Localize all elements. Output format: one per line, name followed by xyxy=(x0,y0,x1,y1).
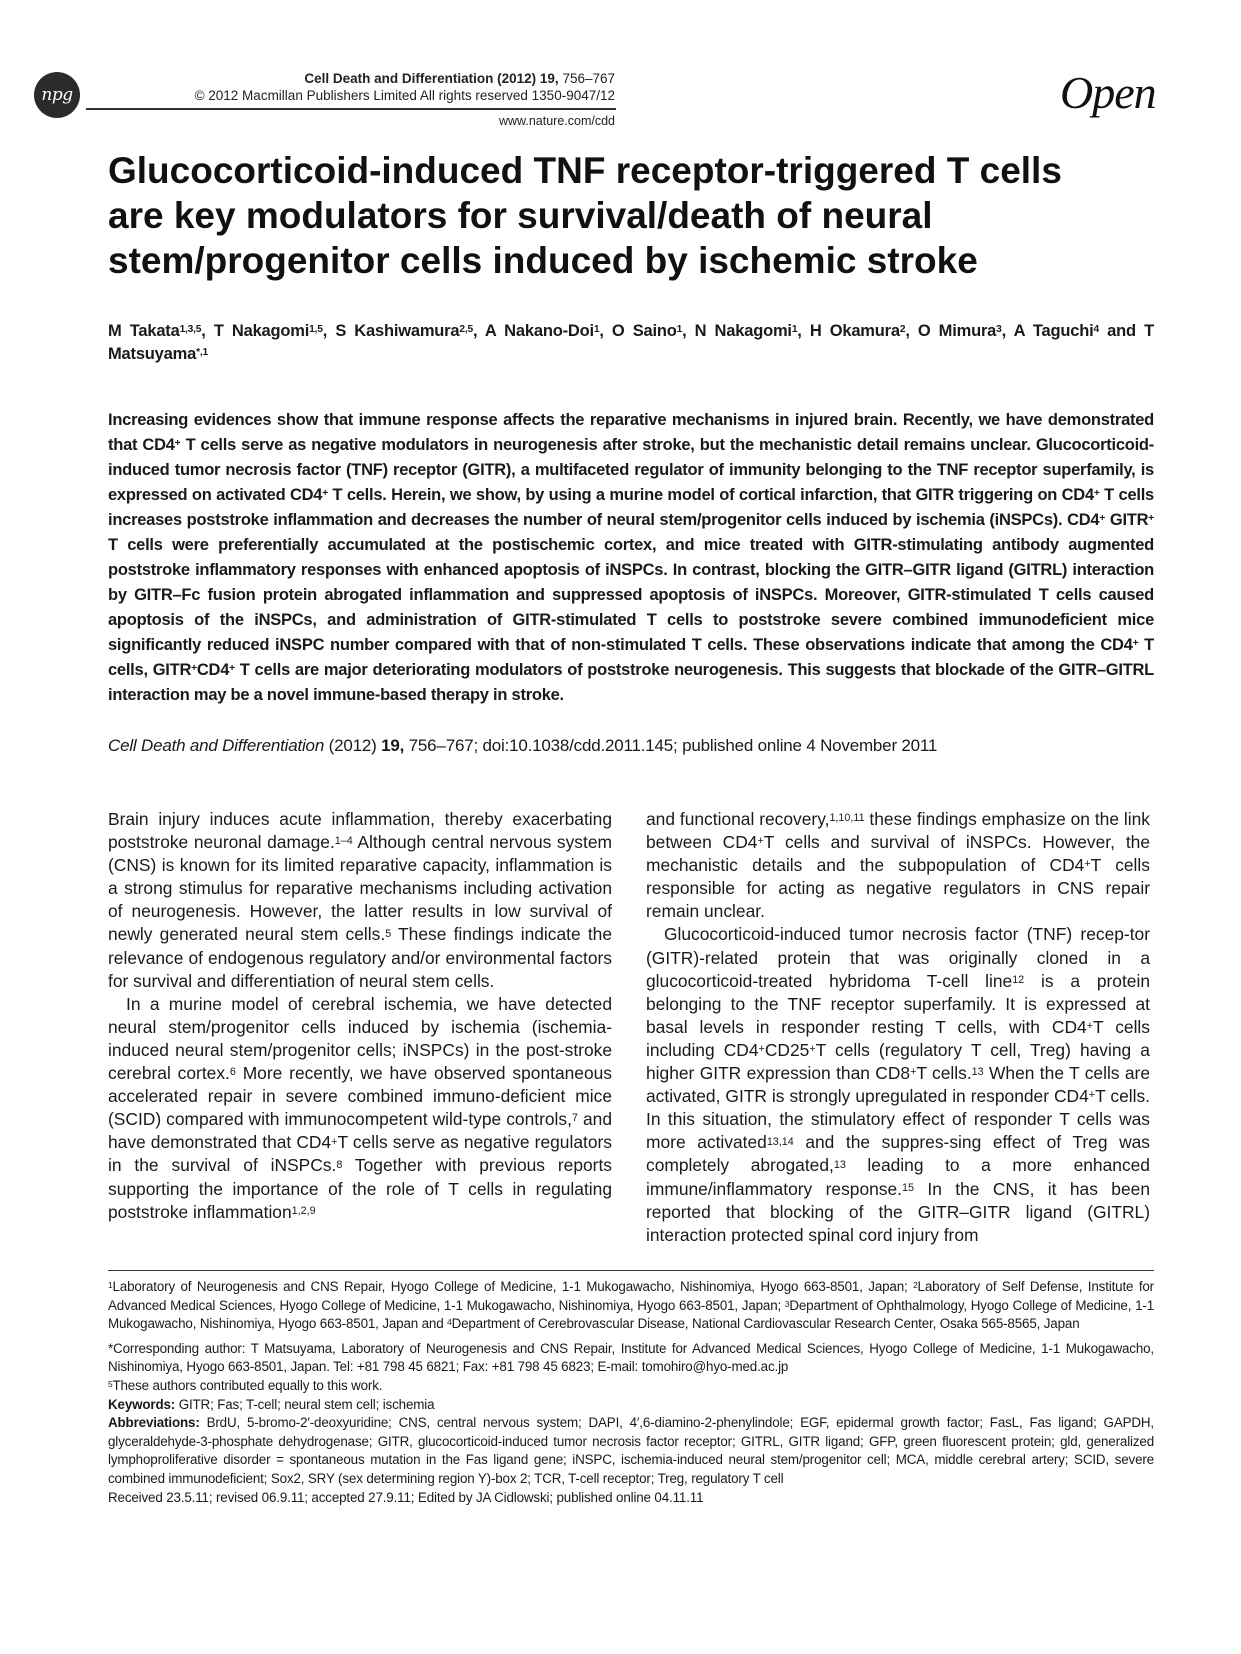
author-name: O Saino xyxy=(611,322,677,340)
body-paragraph: Glucocorticoid-induced tumor necrosis factor (TNF) recep-tor (GITR)-related protein that was originally cloned in a glucocorticoid-treated hybridoma T-cell line$^{12}$ is a protein belonging to the TNF receptor superfamily. It is expressed at basal levels in responder resting T cells, with CD4+T cells including CD4+CD25+T cells (regulatory T cell, Treg) having a higher GITR expression than CD8+T cells.$^{13}$ When the T cells are activated, GITR is strongly upregulated in responder CD4+T cells. In this situation, the stimulatory effect of responder T cells was more activated$^{13,14}$ and the suppres-sing effect of Treg was completely abrogated,$^{13}$ leading to a more enhanced immune/inflammatory response.$^{15}$ In the CNS, it has been reported that blocking of the GITR–GITR ligand (GITRL) interaction protected spinal cord injury from xyxy=(646,924,1151,1245)
author-name: A Taguchi xyxy=(1013,322,1094,340)
abstract-text: GITR xyxy=(1109,511,1149,529)
author-affiliation-marker: 2 xyxy=(899,324,906,336)
reference-marker[interactable]: 5 xyxy=(385,927,392,940)
citation-journal: Cell Death and Differentiation xyxy=(108,736,325,755)
author-affiliation-marker: 1,5 xyxy=(309,324,323,336)
body-paragraph: Brain injury induces acute inflammation, thereby exacerbating poststroke neuronal damage.$^{1-4}$ Although central nervous system (CNS) is known for its limited reparative capacity, inflammation is a strong stimulus for reparative mechanisms including activation of neurogenesis. However, the latter results in low survival of newly generated neural stem cells.$^5$ These findings indicate the relevance of endogenous regulatory and/or environmental factors for survival and differentiation of neural stem cells. xyxy=(108,809,613,991)
equal-contribution-note: $^5$These authors contributed equally to this work. xyxy=(108,1377,383,1393)
superscript-plus: + xyxy=(910,1066,917,1079)
superscript-plus: + xyxy=(191,663,197,675)
abbreviations: Abbreviations: BrdU, 5-bromo-2′-deoxyuridine; CNS, central nervous system; DAPI, 4′,6-diamino-2-phenylindole; EGF, epidermal growth factor; FasL, Fas ligand; GAPDH, glyceraldehyde-3-phosphate dehydrogenase; GITR, glucocorticoid-induced tumor necrosis factor receptor; GITRL, GITR ligand; GFP, green fluorescent protein; gld, generalized lymphoproliferative disorder = spontaneous mutation in the Fas ligand gene; iNSPC, ischemia-induced neural stem/progenitor cell; MCA, middle cerebral artery; SCID, severe combined immunodeficient; Sox2, SRY (sex determining region Y)-box 2; TCR, T-cell receptor; Treg, regulatory T cell xyxy=(108,1415,1154,1486)
received-dates: Received 23.5.11; revised 06.9.11; accepted 27.9.11; Edited by JA Cidlowski; published online 04.11.11 xyxy=(108,1489,704,1505)
author-name: A Nakano-Doi xyxy=(484,322,594,340)
title-line: Glucocorticoid-induced TNF receptor-triggered T cells xyxy=(108,150,1062,191)
keywords: Keywords: GITR; Fas; T-cell; neural stem cell; ischemia xyxy=(108,1396,435,1412)
superscript-plus: + xyxy=(174,438,181,450)
authors-and: and xyxy=(1107,322,1145,340)
author-affiliation-marker: 3 xyxy=(996,324,1002,336)
journal-pages: 756–767 xyxy=(562,71,615,86)
reference-marker[interactable]: 7 xyxy=(571,1112,578,1125)
superscript-plus: + xyxy=(1093,488,1100,500)
body-paragraph: In a murine model of cerebral ischemia, we have detected neural stem/progenitor cells induced by ischemia (ischemia-induced neural stem/progenitor cells; iNSPCs) in the post-stroke cerebral cortex.$^6$ More recently, we have observed spontaneous accelerated repair in severe combined immuno-deficient mice (SCID) compared with immunocompetent wild-type controls,$^7$ and have demonstrated that CD4+T cells serve as negative regulators in the survival of iNSPCs.$^8$ Together with previous reports supporting the importance of the role of T cells in regulating poststroke inflammation$^{1,2,9}$ xyxy=(108,993,612,1222)
journal-header xyxy=(195,70,615,104)
abstract xyxy=(108,408,1154,708)
citation-year: (2012) xyxy=(328,736,377,755)
author-name: O Mimura xyxy=(917,322,997,340)
corresponding-author: *Corresponding author: T Matsuyama, Laboratory of Neurogenesis and CNS Repair, Institute for Advanced Medical Sciences, Hyogo College of Medicine, 1-1 Mukogawacho, Nishinomiya, Hyogo 663-8501, Japan. Tel: +81 798 45 6821; Fax: +81 798 45 6823; E-mail: tomohiro@hyo-med.ac.jp xyxy=(108,1340,1154,1375)
article-title xyxy=(108,148,1148,283)
open-access-logo: Open xyxy=(1060,67,1156,118)
footnote-divider xyxy=(108,1270,1154,1271)
superscript-plus: + xyxy=(1099,513,1106,525)
title-line: are key modulators for survival/death of neural xyxy=(108,195,933,236)
citation-volume: 19, xyxy=(381,736,405,755)
reference-marker[interactable]: 13 xyxy=(833,1158,846,1171)
footnotes xyxy=(108,1278,1154,1507)
superscript-plus: + xyxy=(1088,1089,1096,1102)
abstract-text: T cells increases poststroke inflammation and decreases the number of neural stem/progenitor cells induced by ischemia (iNSPCs). CD4 xyxy=(108,486,1154,529)
abstract-text: Increasing evidences show that immune response affects the reparative mechanisms in injured brain. Recently, we have demonstrated that CD4 xyxy=(108,411,1154,454)
npg-logo: npg xyxy=(34,72,80,118)
reference-marker[interactable]: 8 xyxy=(336,1158,343,1171)
reference-marker[interactable]: 1–4 xyxy=(334,835,353,848)
author-name: T Matsuyama xyxy=(108,322,1154,363)
copyright-line: © 2012 Macmillan Publishers Limited All rights reserved 1350-9047/12 xyxy=(194,88,615,103)
superscript-plus: + xyxy=(1148,513,1154,525)
reference-marker[interactable]: 13 xyxy=(971,1066,984,1079)
reference-marker[interactable]: 13,14 xyxy=(766,1135,794,1148)
title-line: stem/progenitor cells induced by ischemic stroke xyxy=(108,240,978,281)
reference-marker[interactable]: 1,2,9 xyxy=(291,1204,316,1217)
author-affiliation-marker: 2,5 xyxy=(459,324,473,336)
abstract-text: T cells were preferentially accumulated at the postischemic cortex, and mice treated with GITR-stimulating antibody augmented poststroke inflammatory responses with enhanced apoptosis of iNSPCs. In contrast, blocking the GITR–GITR ligand (GITRL) interaction by GITR–Fc fusion protein abrogated inflammation and suppressed apoptosis of iNSPCs. Moreover, GITR-stimulated T cells caused apoptosis of the iNSPCs, and administration of GITR-stimulated T cells to poststroke severe combined immunodeficient mice significantly reduced iNSPC number compared with that of non-stimulated T cells. These observations indicate that among the CD4 xyxy=(108,536,1154,654)
superscript-plus: + xyxy=(1084,858,1091,871)
reference-marker[interactable]: 15 xyxy=(902,1181,914,1194)
superscript-plus: + xyxy=(1132,638,1139,650)
author-affiliation-marker: 1,3,5 xyxy=(179,324,202,336)
abstract-text: T cells. Herein, we show, by using a murine model of cortical infarction, that GITR triggering on CD4 xyxy=(332,486,1094,504)
citation-line xyxy=(108,734,1154,758)
author-name: H Okamura xyxy=(809,322,900,340)
body-column-right xyxy=(646,808,1150,1247)
journal-citation-line: Cell Death and Differentiation (2012) 19, xyxy=(304,71,559,86)
author-affiliation-marker: 1 xyxy=(791,324,798,336)
body-column-left xyxy=(108,808,612,1224)
abstract-text: T cells, GITR xyxy=(108,636,1154,679)
abstract-text: T cells serve as negative modulators in neurogenesis after stroke, but the mechanistic detail remains unclear. Glucocorticoid-induced tumor necrosis factor (TNF) receptor (GITR), a multifaceted regulator of immunity belonging to the TNF receptor superfamily, is expressed on activated CD4 xyxy=(108,436,1154,504)
author-list: M Takata$^{1,3,5}$, T Nakagomi$^{1,5}$, S Kashiwamura$^{2,5}$, A Nakano-Doi$^1$, O Saino$^1$, N Nakagomi$^1$, H Okamura$^2$, O Mimura$^3$, A Taguchi$^4$ and T Matsuyama$^{*,1}$ xyxy=(108,322,1154,363)
author-affiliation-marker: 4 xyxy=(1093,324,1099,336)
journal-website-link[interactable]: www.nature.com/cdd xyxy=(498,114,615,128)
abstract-text: CD4 xyxy=(196,661,230,679)
reference-marker[interactable]: 12 xyxy=(1012,973,1025,986)
superscript-plus: + xyxy=(1086,1020,1093,1033)
affiliations: $^1$Laboratory of Neurogenesis and CNS Repair, Hyogo College of Medicine, 1-1 Mukogawacho, Nishinomiya, Hyogo 663-8501, Japan; $^2$Laboratory of Self Defense, Institute for Advanced Medical Sciences, Hyogo College of Medicine, 1-1 Mukogawacho, Nishinomiya, Hyogo 663-8501, Japan; $^3$Department of Ophthalmology, Hyogo College of Medicine, 1-1 Mukogawacho, Nishinomiya, Hyogo 663-8501, Japan and $^4$Department of Cerebrovascular Disease, National Cardiovascular Research Center, Osaka 565-8565, Japan xyxy=(108,1279,1154,1332)
citation-details: 756–767; doi:10.1038/cdd.2011.145; published online 4 November 2011 xyxy=(408,736,938,755)
author-name: M Takata xyxy=(108,322,180,340)
header-divider xyxy=(86,108,616,110)
body-paragraph: and functional recovery,$^{1,10,11}$ these findings emphasize on the link between CD4+T cells and survival of iNSPCs. However, the mechanistic details and the subpopulation of CD4+T cells responsible for acting as negative regulators in CNS repair remain unclear. xyxy=(646,809,1151,922)
superscript-plus: + xyxy=(331,1135,338,1148)
superscript-plus: + xyxy=(758,1043,765,1056)
author-affiliation-marker: *,1 xyxy=(196,347,208,359)
reference-marker[interactable]: 1,10,11 xyxy=(829,812,865,825)
superscript-plus: + xyxy=(229,663,235,675)
author-affiliation-marker: 1 xyxy=(593,324,600,336)
superscript-plus: + xyxy=(757,835,764,848)
superscript-plus: + xyxy=(322,488,328,500)
author-affiliation-marker: 1 xyxy=(676,324,683,336)
abstract-text: T cells are major deteriorating modulators of poststroke neurogenesis. This suggests that blockade of the GITR–GITRL interaction may be a novel immune-based therapy in stroke. xyxy=(108,661,1154,704)
author-name: N Nakagomi xyxy=(694,322,792,340)
author-name: T Nakagomi xyxy=(213,322,310,340)
author-name: S Kashiwamura xyxy=(335,322,460,340)
superscript-plus: + xyxy=(809,1043,816,1056)
reference-marker[interactable]: 6 xyxy=(229,1066,236,1079)
